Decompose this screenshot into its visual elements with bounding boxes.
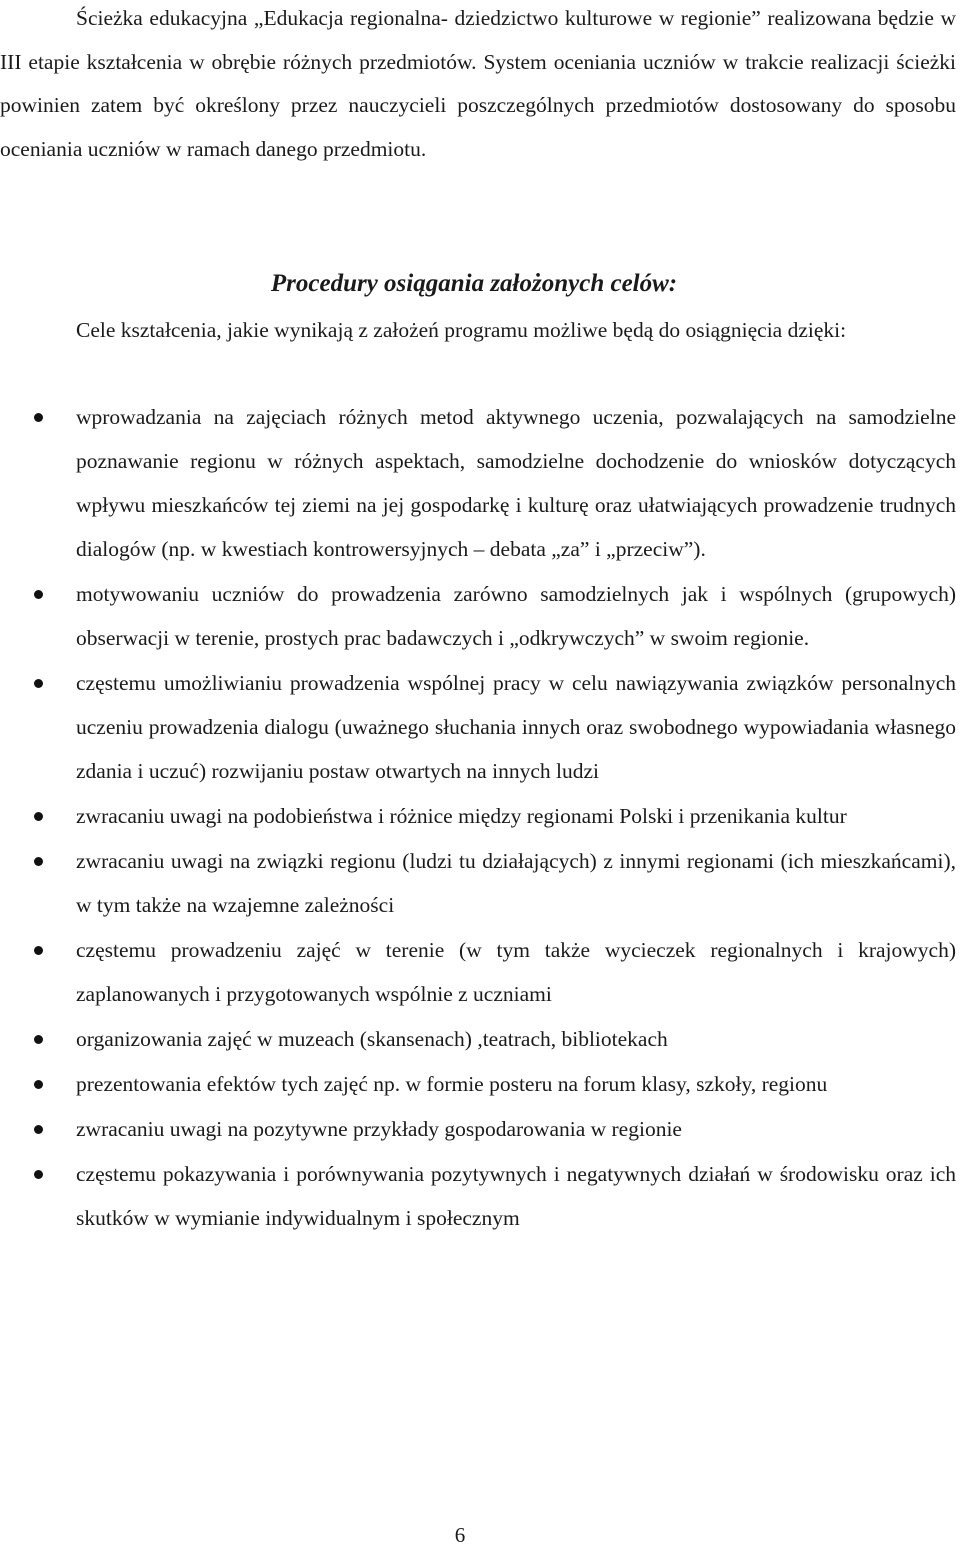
list-item-text: częstemu umożliwianiu prowadzenia wspólnej pracy w celu nawiązywania związków personalnych uczeniu prowadzenia dialogu (uważnego słuchania innych oraz swobodnego wypowiadania własnego zdania i uczuć) rozwijaniu postaw otwartych na innych ludzi — [76, 670, 956, 783]
list-item-text: zwracaniu uwagi na związki regionu (ludzi tu działających) z innymi regionami (ich mieszkańcami), w tym także na wzajemne zależności — [76, 848, 956, 917]
bullet-icon — [34, 1125, 43, 1134]
list-item — [0, 795, 956, 839]
page-number: 6 — [454, 1523, 466, 1547]
list-item — [0, 1108, 956, 1152]
bullet-icon — [34, 946, 43, 955]
bullet-icon — [34, 590, 43, 599]
list-item-text: motywowaniu uczniów do prowadzenia zarówno samodzielnych jak i wspólnych (grupowych) obserwacji w terenie, prostych prac badawczych i „odkrywczych” w swoim regionie. — [76, 581, 956, 650]
intro-paragraph: Ścieżka edukacyjna „Edukacja regionalna- dziedzictwo kulturowe w regionie” realizowana będzie w III etapie kształcenia w obrębie różnych przedmiotów. System oceniania uczniów w trakcie realizacji ścieżki powinien zatem być określony przez nauczycieli poszczególnych przedmiotów dostosowany do sposobu oceniania uczniów w ramach danego przedmiotu. — [0, 6, 956, 161]
section-heading — [0, 262, 960, 306]
bullet-icon — [34, 1170, 43, 1179]
list-item — [0, 840, 956, 928]
list-item — [0, 1018, 956, 1062]
list-item-text: organizowania zajęć w muzeach (skansenach) ,teatrach, bibliotekach — [76, 1026, 668, 1051]
list-item-text: zwracaniu uwagi na podobieństwa i różnice między regionami Polski i przenikania kultur — [76, 803, 847, 828]
list-item — [0, 662, 956, 794]
bullet-icon — [34, 812, 43, 821]
list-item-text: wprowadzania na zajęciach różnych metod aktywnego uczenia, pozwalających na samodzielne poznawanie regionu w różnych aspektach, samodzielne dochodzenie do wniosków dotyczących wpływu mieszkańców tej ziemi na jej gospodarkę i kulturę oraz ułatwiających prowadzenie trudnych dialogów (np. w kwestiach kontrowersyjnych – debata „za” i „przeciw”). — [76, 405, 956, 561]
bullet-icon — [34, 413, 43, 422]
list-item-text: prezentowania efektów tych zajęć np. w formie posteru na forum klasy, szkoły, regionu — [76, 1071, 828, 1096]
lead-paragraph: Cele kształcenia, jakie wynikają z założeń programu możliwe będą do osiągnięcia dzięki: — [76, 318, 847, 342]
bullet-icon — [34, 1035, 43, 1044]
procedure-list — [0, 396, 956, 1242]
bullet-icon — [34, 857, 43, 866]
list-item-text: zwracaniu uwagi na pozytywne przykłady gospodarowania w regionie — [76, 1117, 682, 1141]
list-item — [0, 1153, 956, 1241]
bullet-icon — [34, 679, 43, 688]
list-item — [0, 573, 956, 661]
bullet-icon — [34, 1080, 43, 1089]
list-item-text: częstemu prowadzeniu zajęć w terenie (w tym także wycieczek regionalnych i krajowych) zaplanowanych i przygotowanych wspólnie z uczniami — [76, 937, 956, 1006]
list-item — [0, 1063, 956, 1107]
list-item-text: częstemu pokazywania i porównywania pozytywnych i negatywnych działań w środowisku oraz ich skutków w wymianie indywidualnym i społecznym — [76, 1162, 956, 1230]
list-item — [0, 396, 956, 572]
section-heading-text: Procedury osiągania założonych celów: — [270, 270, 678, 297]
list-item — [0, 929, 956, 1017]
